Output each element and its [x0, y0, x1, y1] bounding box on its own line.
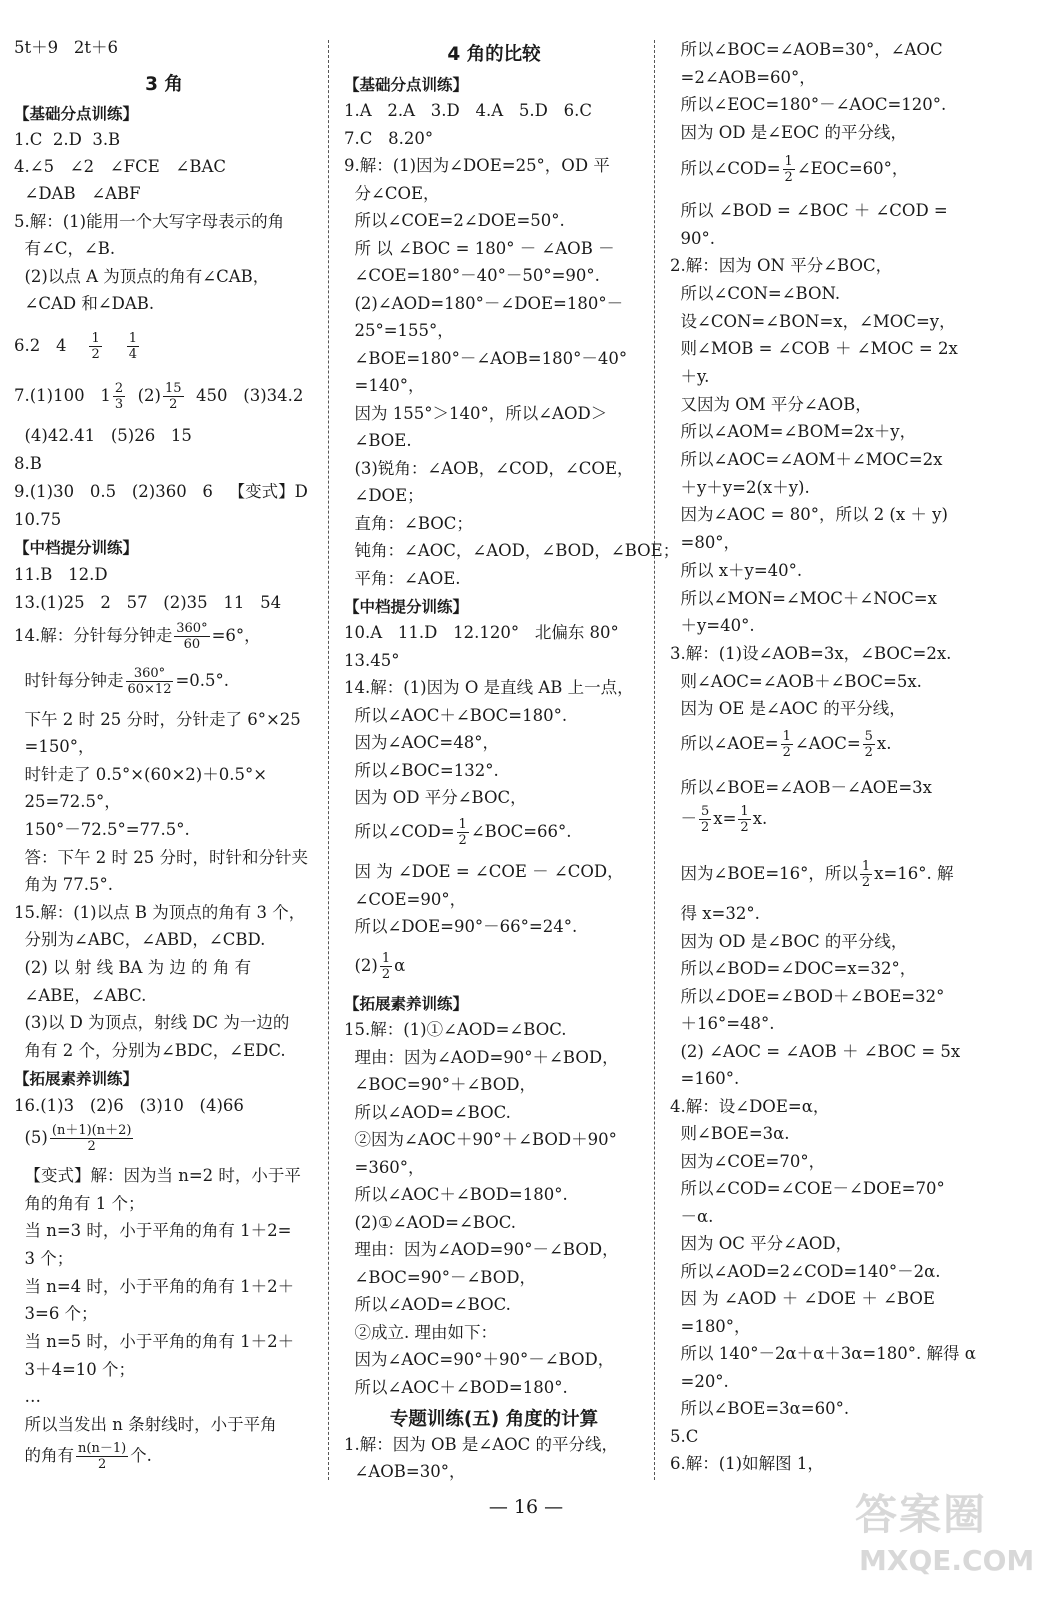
text-line: 因为∠AOC=90°＋90°－∠BOD，: [344, 1350, 615, 1369]
text-line: 所以∠EOC=180°－∠AOC=120°.: [670, 95, 947, 114]
text-line: 所以∠AOD=∠BOC.: [344, 1103, 511, 1122]
text-line: 3 个；: [14, 1249, 74, 1268]
fraction: [127, 331, 139, 362]
text-line: 4.解：设∠DOE=α，: [670, 1097, 830, 1116]
text-line: 【变式】解：因为当 n=2 时，小于平: [14, 1166, 301, 1185]
text-line: 又因为 OM 平分∠AOB，: [670, 395, 872, 414]
text-line: 因为∠COE=70°，: [670, 1152, 826, 1171]
fraction: [380, 951, 392, 982]
fraction: [738, 804, 750, 835]
text: =6°，: [211, 626, 261, 645]
text-line: 9.解：(1)因为∠DOE=25°，OD 平: [344, 156, 610, 175]
text-line: 所 以 ∠BOC = 180° － ∠AOB －: [344, 239, 615, 258]
text-line: 所以∠BOD=∠DOC=x=32°，: [670, 959, 917, 978]
text-line: (2)∠AOD=180°－∠DOE=180°－: [344, 294, 624, 313]
text-line: (2)①∠AOD=∠BOC.: [344, 1213, 517, 1232]
text-line: 5.C: [670, 1427, 699, 1446]
math-line: [14, 1118, 135, 1158]
numerator: 1: [458, 817, 467, 832]
fraction: [163, 381, 184, 412]
denominator: 2: [458, 833, 467, 848]
text: 因为∠BOE=16°，所以: [670, 864, 858, 883]
text: (2): [137, 386, 161, 405]
text-line: =360°，: [344, 1158, 425, 1177]
text-line: ＋16°=48°.: [670, 1014, 775, 1033]
math-line: [14, 1436, 152, 1476]
fraction: [126, 666, 174, 697]
fraction: [174, 621, 209, 652]
text: ∠BOC=66°.: [470, 822, 572, 841]
text-line: 4.∠5 ∠2 ∠FCE ∠BAC: [14, 157, 227, 176]
text-line: 则∠MOB = ∠COB ＋ ∠MOC = 2x: [670, 339, 958, 358]
text-line: 因为 OD 是∠EOC 的平分线，: [670, 123, 908, 142]
math-line: [670, 854, 954, 894]
text-line: 所以∠AOM=∠BOM=2x＋y，: [670, 422, 917, 441]
section-heading: 【中档提分训练】: [344, 598, 469, 616]
text-line: 所以 ∠BOD = ∠BOC ＋ ∠COD =: [670, 201, 948, 220]
text: 时针每分钟走: [14, 671, 124, 690]
text-line: 因为∠AOC=48°，: [344, 733, 499, 752]
text-line: 则∠BOE=3α.: [670, 1124, 790, 1143]
math-line: [344, 946, 405, 986]
denominator: 2: [740, 820, 749, 835]
text-line: 角为 77.5°.: [14, 875, 113, 894]
text-line: 2.解：因为 ON 平分∠BOC，: [670, 256, 893, 275]
text-line: 所以∠DOE=∠BOD＋∠BOE=32°: [670, 987, 945, 1006]
text-line: 因为 OE 是∠AOC 的平分线，: [670, 699, 906, 718]
text-line: 因 为 ∠DOE = ∠COE － ∠COD，: [344, 862, 624, 881]
text-line: ＋y＋y=2(x＋y).: [670, 478, 810, 497]
text-line: 11.B 12.D: [14, 565, 108, 584]
text-line: ∠DAB ∠ABF: [14, 184, 141, 203]
text-line: 所以∠AOD=∠BOC.: [344, 1295, 511, 1314]
text-line: 角的角有 1 个；: [14, 1194, 145, 1213]
text-line: 理由：因为∠AOD=90°－∠BOD，: [344, 1240, 619, 1259]
column-divider-left: [328, 40, 329, 1480]
section-title: 专题训练(五) 角度的计算: [389, 1409, 599, 1430]
numerator: n(n－1): [78, 1441, 127, 1456]
numerator: 360°: [176, 621, 208, 636]
text-line: 5.解：(1)能用一个大写字母表示的角: [14, 212, 285, 231]
denominator: 2: [701, 820, 710, 835]
text: 所以∠COD=: [670, 159, 781, 178]
denominator: 2: [782, 745, 791, 760]
numerator: 1: [91, 331, 100, 346]
text-line: 所以∠BOC=132°.: [344, 761, 499, 780]
text-line: 3＋4=10 个；: [14, 1360, 136, 1379]
text-line: ②因为∠AOC＋90°＋∠BOD＋90°: [344, 1130, 617, 1149]
text: =0.5°.: [175, 671, 230, 690]
text-line: (3)以 D 为顶点，射线 DC 为一边的: [14, 1013, 290, 1032]
section-heading: 【拓展素养训练】: [344, 995, 469, 1013]
text-line: 10.A 11.D 12.120° 北偏东 80°: [344, 623, 619, 642]
denominator: 2: [91, 347, 100, 362]
text: x.: [752, 809, 768, 828]
numerator: 5: [701, 804, 710, 819]
text-line: ∠DOE；: [344, 486, 424, 505]
fraction: [76, 1441, 128, 1472]
denominator: 2: [169, 397, 178, 412]
text-line: =2∠AOB=60°，: [670, 68, 816, 87]
math-line: [670, 799, 767, 839]
denominator: 2: [87, 1139, 96, 1154]
text-line: －α.: [670, 1207, 714, 1226]
text-line: 16.(1)3 (2)6 (3)10 (4)66: [14, 1096, 244, 1115]
fraction: [781, 729, 793, 760]
text-line: =150°，: [14, 737, 95, 756]
numerator: 5: [864, 729, 873, 744]
text-line: (2) ∠AOC = ∠AOB ＋ ∠BOC = 5x: [670, 1042, 961, 1061]
numerator: (n＋1)(n＋2): [51, 1123, 132, 1138]
fraction: [863, 729, 875, 760]
text-line: 则∠AOC=∠AOB＋∠BOC=5x.: [670, 672, 922, 691]
text: α: [394, 956, 406, 975]
text-line: …: [14, 1387, 41, 1406]
text-line: 所以 x＋y=40°.: [670, 561, 803, 580]
text-line: ∠BOC=90°－∠BOD，: [344, 1268, 536, 1287]
column-divider-right: [654, 40, 655, 1480]
text: 6.2 4: [14, 336, 67, 355]
section-heading: 【拓展素养训练】: [14, 1070, 139, 1088]
numerator: 1: [784, 154, 793, 169]
numerator: 1: [128, 331, 138, 346]
text-line: 5t＋9 2t＋6: [14, 38, 118, 57]
text-line: 8.B: [14, 454, 42, 473]
numerator: 2: [114, 381, 124, 396]
text-line: (2)以点 A 为顶点的角有∠CAB，: [14, 267, 270, 286]
numerator: 15: [165, 381, 182, 396]
text-line: ∠BOE=180°－∠AOB=180°－40°: [344, 349, 628, 368]
text-line: ＋y.: [670, 367, 710, 386]
text-line: 因为∠AOC = 80°，所以 2 (x ＋ y): [670, 505, 948, 524]
math-line: [344, 812, 572, 852]
text-line: 所以∠MON=∠MOC＋∠NOC=x: [670, 589, 937, 608]
text-line: 直角：∠BOC；: [344, 514, 473, 533]
denominator: 60: [183, 637, 201, 652]
text-line: 当 n=4 时，小于平角的角有 1＋2＋: [14, 1277, 295, 1296]
text-line: 分∠COE，: [344, 184, 440, 203]
denominator: 2: [381, 967, 391, 982]
section-heading: 【基础分点训练】: [344, 76, 469, 94]
text-line: 钝角：∠AOC，∠AOD，∠BOD，∠BOE；: [344, 541, 680, 560]
text-line: 平角：∠AOE.: [344, 569, 461, 588]
numerator: 360°: [126, 666, 174, 682]
math-line: [670, 724, 891, 764]
text-line: 14.解：(1)因为 O 是直线 AB 上一点，: [344, 678, 634, 697]
text-line: (2) 以 射 线 BA 为 边 的 角 有: [14, 958, 252, 977]
text: 所以∠AOE=: [670, 734, 779, 753]
denominator: 4: [128, 347, 138, 362]
text-line: 当 n=3 时，小于平角的角有 1＋2=: [14, 1221, 292, 1240]
text-line: 因为 OC 平分∠AOD，: [670, 1234, 853, 1253]
math-line: [670, 149, 908, 189]
text-line: 角有 2 个，分别为∠BDC，∠EDC.: [14, 1041, 286, 1060]
text-line: ∠ABE，∠ABC.: [14, 986, 147, 1005]
text-line: 所以当发出 n 条射线时，小于平角: [14, 1415, 277, 1434]
text-line: ∠COE=90°，: [344, 890, 467, 909]
text: x=: [713, 809, 737, 828]
watermark-text: 答案圈: [855, 1490, 988, 1539]
section-heading: 【基础分点训练】: [14, 105, 139, 123]
text-line: 13.(1)25 2 57 (2)35 11 54: [14, 593, 282, 612]
numerator: 1: [861, 859, 871, 874]
text-line: 90°.: [670, 229, 715, 248]
text-line: ＋y=40°.: [670, 616, 755, 635]
page-number: — 16 —: [488, 1496, 564, 1518]
text-line: 当 n=5 时，小于平角的角有 1＋2＋: [14, 1332, 295, 1351]
text-line: 9.(1)30 0.5 (2)360 6 【变式】D: [14, 482, 308, 501]
text-line: 所以 140°－2α＋α＋3α=180°. 解得 α: [670, 1344, 976, 1363]
text-line: 150°－72.5°=77.5°.: [14, 820, 190, 839]
fraction: [860, 859, 872, 890]
text-line: 设∠CON=∠BON=x，∠MOC=y，: [670, 312, 956, 331]
text-line: 6.解：(1)如解图 1，: [670, 1454, 824, 1473]
text: x.: [876, 734, 892, 753]
text-line: 得 x=32°.: [670, 904, 760, 923]
text-line: 所以∠DOE=90°－66°=24°.: [344, 917, 578, 936]
text-line: 15.解：(1)以点 B 为顶点的角有 3 个，: [14, 903, 306, 922]
denominator: 2: [861, 875, 871, 890]
math-line: [14, 376, 303, 416]
text: (5): [14, 1128, 48, 1147]
math-line: [14, 326, 141, 366]
section-heading: 【中档提分训练】: [14, 539, 139, 557]
text-line: 所以∠AOC＋∠BOD=180°.: [344, 1185, 568, 1204]
text-line: =180°，: [670, 1317, 751, 1336]
text-line: 分别为∠ABC，∠ABD，∠CBD.: [14, 930, 266, 949]
fraction: [89, 331, 101, 362]
text-line: 因为 155°＞140°，所以∠AOD＞: [344, 404, 608, 423]
text-line: =20°.: [670, 1372, 729, 1391]
text: (2): [344, 956, 378, 975]
fraction: [50, 1123, 134, 1154]
text-line: 时针走了 0.5°×(60×2)＋0.5°×: [14, 765, 268, 784]
text-line: 所以∠AOD=2∠COD=140°－2α.: [670, 1262, 941, 1281]
fraction: [457, 817, 469, 848]
text-line: 所以∠CON=∠BON.: [670, 284, 841, 303]
text-line: 3.解：(1)设∠AOB=3x，∠BOC=2x.: [670, 644, 952, 663]
text-line: ∠BOC=90°＋∠BOD，: [344, 1075, 536, 1094]
text-line: =140°，: [344, 376, 425, 395]
watermark-url: MXQE.COM: [859, 1544, 1035, 1577]
denominator: 3: [114, 397, 124, 412]
denominator: 2: [784, 170, 793, 185]
text-line: ∠BOE.: [344, 431, 412, 450]
text-line: 15.解：(1)①∠AOD=∠BOC.: [344, 1020, 567, 1039]
text-line: 所以∠COE=2∠DOE=50°.: [344, 211, 565, 230]
text: 所以∠COD=: [344, 822, 455, 841]
text: 450 (3)34.2: [196, 386, 304, 405]
text-line: 所以∠AOC＋∠BOC=180°.: [344, 706, 568, 725]
text-line: 3=6 个；: [14, 1304, 98, 1323]
text: x=16°. 解: [874, 864, 954, 883]
numerator: 1: [782, 729, 791, 744]
text-line: (3)锐角：∠AOB，∠COD，∠COE，: [344, 459, 634, 478]
text-line: ∠AOB=30°，: [344, 1462, 466, 1481]
numerator: 1: [740, 804, 749, 819]
text: ∠EOC=60°，: [796, 159, 909, 178]
math-line: [14, 661, 229, 701]
fraction: [113, 381, 125, 412]
text-line: 所以∠AOC=∠AOM＋∠MOC=2x: [670, 450, 943, 469]
watermark-logo: [845, 1482, 1045, 1592]
section-title: 4 角的比较: [447, 44, 541, 65]
denominator: 2: [864, 745, 873, 760]
text: －: [670, 809, 697, 828]
text-line: 下午 2 时 25 分时，分针走了 6°×25: [14, 710, 301, 729]
text-line: 1.解：因为 OB 是∠AOC 的平分线，: [344, 1435, 619, 1454]
text-line: =80°，: [670, 533, 741, 552]
text-line: (4)42.41 (5)26 15: [14, 426, 192, 445]
text-line: 所以∠COD=∠COE－∠DOE=70°: [670, 1179, 945, 1198]
text-line: 所以∠AOC＋∠BOD=180°.: [344, 1378, 568, 1397]
text-line: 因为 OD 是∠BOC 的平分线，: [670, 932, 908, 951]
text-line: ②成立. 理由如下：: [344, 1323, 497, 1342]
text: 个.: [130, 1446, 152, 1465]
text-line: 所以∠BOC=∠AOB=30°，∠AOC: [670, 40, 943, 59]
text-line: 答：下午 2 时 25 分时，时针和分针夹: [14, 848, 308, 867]
fraction: [699, 804, 711, 835]
text-line: 因 为 ∠AOD ＋ ∠DOE ＋ ∠BOE: [670, 1289, 935, 1308]
text: 7.(1)100 1: [14, 386, 111, 405]
text-line: =160°.: [670, 1069, 740, 1088]
text: 14.解：分针每分钟走: [14, 626, 173, 645]
text-line: 25°=155°，: [344, 321, 454, 340]
text: 的角有: [14, 1446, 74, 1465]
text-line: 25=72.5°，: [14, 792, 121, 811]
text-line: ∠COE=180°－40°－50°=90°.: [344, 266, 600, 285]
numerator: 1: [381, 951, 391, 966]
text-line: 13.45°: [344, 651, 400, 670]
denominator: 60×12: [127, 682, 172, 697]
text-line: 有∠C，∠B.: [14, 239, 116, 258]
text-line: 10.75: [14, 510, 62, 529]
text-line: 1.C 2.D 3.B: [14, 130, 121, 149]
section-title: 3 角: [145, 74, 183, 95]
page-number-value: 16: [513, 1496, 539, 1518]
denominator: 2: [97, 1457, 107, 1472]
text-line: 7.C 8.20°: [344, 129, 434, 148]
text-line: ∠CAD 和∠DAB.: [14, 294, 155, 313]
text-line: 所以∠BOE=3α=60°.: [670, 1399, 850, 1418]
text-line: 理由：因为∠AOD=90°＋∠BOD，: [344, 1048, 619, 1067]
text-line: 因为 OD 平分∠BOC，: [344, 788, 527, 807]
text-line: 所以∠BOE=∠AOB－∠AOE=3x: [670, 778, 932, 797]
text-line: 1.A 2.A 3.D 4.A 5.D 6.C: [344, 101, 592, 120]
math-line: [14, 616, 261, 656]
fraction: [783, 154, 795, 185]
text: ∠AOC=: [794, 734, 861, 753]
